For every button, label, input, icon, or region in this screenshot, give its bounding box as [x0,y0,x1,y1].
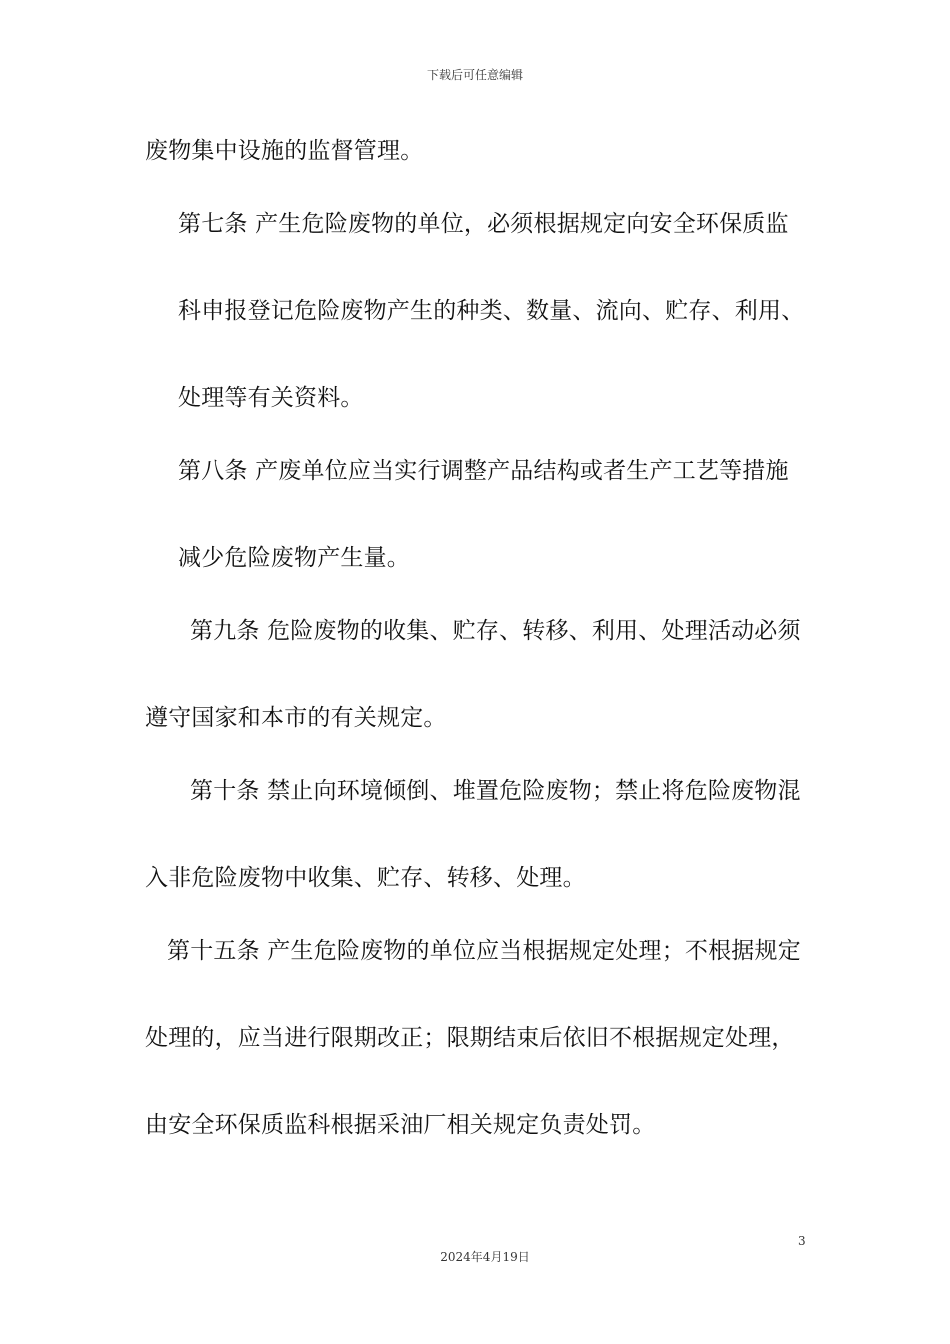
article-7-line-1: 第七条 产生危险废物的单位，必须根据规定向安全环保质监 [178,211,789,237]
article-8-line-1: 第八条 产废单位应当实行调整产品结构或者生产工艺等措施 [178,458,789,484]
article-10-line-2: 入非危险废物中收集、贮存、转移、处理。 [145,865,586,891]
article-7-line-2: 科申报登记危险废物产生的种类、数量、流向、贮存、利用、 [178,298,805,324]
article-15-line-2: 处理的，应当进行限期改正；限期结束后依旧不根据规定处理， [145,1025,795,1051]
article-15-line-1: 第十五条 产生危险废物的单位应当根据规定处理；不根据规定 [167,938,801,964]
article-8-line-2: 减少危险废物产生量。 [178,545,410,571]
page-number: 3 [798,1234,806,1248]
article-9-line-2: 遵守国家和本市的有关规定。 [145,705,447,731]
paragraph-line: 废物集中设施的监督管理。 [145,138,424,164]
article-15-line-3: 由安全环保质监科根据采油厂相关规定负责处罚。 [145,1112,656,1138]
page-header: 下载后可任意编辑 [426,68,523,82]
article-9-line-1: 第九条 危险废物的收集、贮存、转移、利用、处理活动必须 [190,618,801,644]
footer-date: 2024年4月19日 [440,1250,530,1264]
article-7-line-3: 处理等有关资料。 [178,385,364,411]
article-10-line-1: 第十条 禁止向环境倾倒、堆置危险废物；禁止将危险废物混 [190,778,801,804]
